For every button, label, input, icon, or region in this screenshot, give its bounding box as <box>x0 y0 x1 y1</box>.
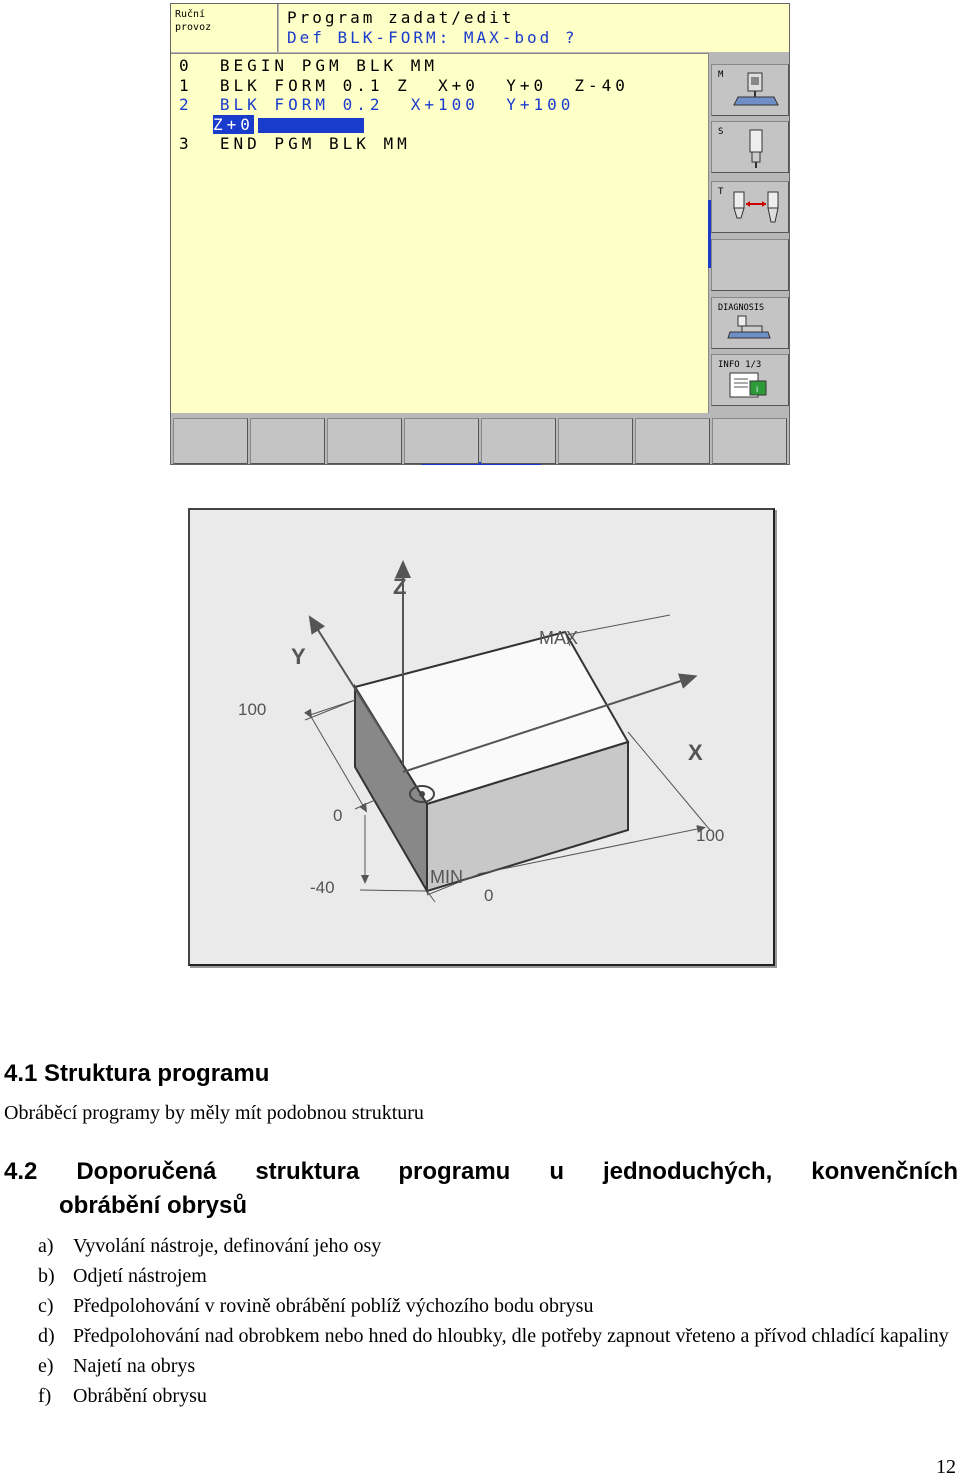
softkey-s[interactable]: S <box>711 121 789 173</box>
softkey-bottom-4[interactable] <box>404 418 479 464</box>
input-cursor <box>258 118 364 133</box>
list-item: a) Vyvolání nástroje, definování jeho osy <box>38 1235 382 1257</box>
program-line-active[interactable]: 2 BLK FORM 0.2 X+100 Y+100 <box>179 95 575 114</box>
section-paragraph: Obráběcí programy by měly mít podobnou strukturu <box>4 1102 424 1124</box>
section-heading-4-2: 4.2 Doporučená struktura programu u jednoduchých, konvenčních obrábění obrysů <box>4 1158 958 1219</box>
svg-text:i: i <box>756 385 759 394</box>
softkey-bottom-3[interactable] <box>327 418 402 464</box>
min-label: MIN <box>430 867 463 887</box>
dialog-title: Program zadat/edit <box>287 8 515 27</box>
softkey-info[interactable]: INFO 1/3 i <box>711 354 789 406</box>
softkey-bottom-5[interactable] <box>481 418 556 464</box>
list-item: b) Odjetí nástrojem <box>38 1265 207 1287</box>
mode-line-1: Ruční <box>175 9 206 20</box>
x-100-label: 100 <box>696 826 725 845</box>
blk-form-diagram <box>188 508 775 966</box>
max-label: MAX <box>539 628 579 648</box>
program-line[interactable]: 0 BEGIN PGM BLK MM <box>179 56 439 75</box>
list-item: c) Předpolohování v rovině obrábění poblíž výchozího bodu obrysu <box>38 1295 594 1317</box>
softkey-bottom-1[interactable] <box>173 418 248 464</box>
operating-mode <box>171 4 278 52</box>
softkey-empty[interactable] <box>711 239 789 291</box>
softkey-bottom-7[interactable] <box>635 418 710 464</box>
recommended-steps-list <box>38 1231 958 1411</box>
program-editor[interactable] <box>171 53 709 413</box>
mode-line-2: provoz <box>175 22 212 33</box>
blk-form-drawing <box>190 510 773 964</box>
program-line[interactable]: 1 BLK FORM 0.1 Z X+0 Y+0 Z-40 <box>179 75 629 95</box>
input-value[interactable]: Z+0 <box>213 114 254 134</box>
axis-x-label: X <box>688 740 703 765</box>
axis-y-label: Y <box>291 644 306 669</box>
list-item: f) Obrábění obrysu <box>38 1385 207 1407</box>
softkey-diagnosis[interactable]: DIAGNOSIS <box>711 297 789 349</box>
x-0-label: 0 <box>484 886 494 905</box>
info-icon <box>712 355 790 407</box>
spindle-icon <box>712 122 790 174</box>
cnc-screen <box>170 3 790 465</box>
dialog-prompt: Def BLK-FORM: MAX-bod ? <box>287 28 578 47</box>
dialog-header <box>279 4 789 52</box>
softkey-bottom-6[interactable] <box>558 418 633 464</box>
z-minus40-label: -40 <box>310 878 335 897</box>
softkey-t[interactable]: T <box>711 181 789 233</box>
softkey-m[interactable]: M <box>711 64 789 116</box>
tool-change-icon <box>712 182 790 234</box>
page-number: 12 <box>936 1456 956 1478</box>
z-0-label: 0 <box>333 806 343 825</box>
section-heading-4-1: 4.1 Struktura programu <box>4 1060 270 1087</box>
machine-icon <box>712 65 790 117</box>
program-line[interactable]: 3 END PGM BLK MM <box>179 134 411 153</box>
list-item: e) Najetí na obrys <box>38 1355 196 1377</box>
y-100-label: 100 <box>238 700 267 719</box>
diagnosis-icon <box>712 298 790 350</box>
list-item: d) Předpolohování nad obrobkem nebo hned do hloubky, dle potřeby zapnout vřeteno a přívod chladící kapaliny <box>38 1325 949 1347</box>
softkey-bottom-2[interactable] <box>250 418 325 464</box>
axis-z-label: Z <box>393 574 407 599</box>
softkey-bottom-8[interactable] <box>712 418 787 464</box>
